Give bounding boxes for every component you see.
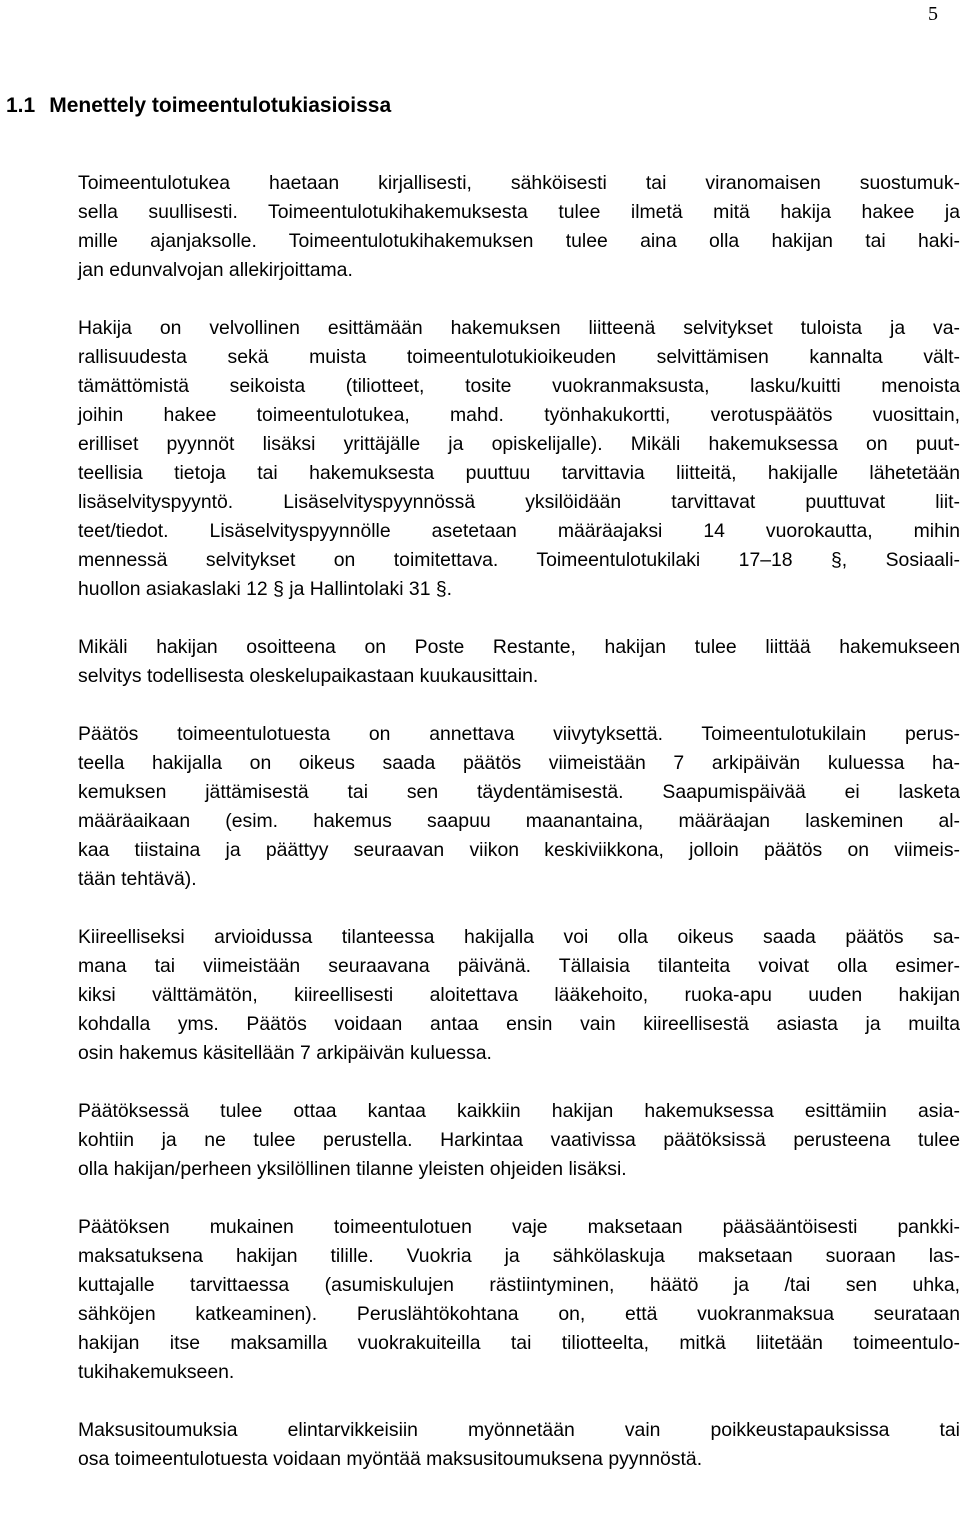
text-line: mille ajanjaksolle. Toimeentulotukihakemuksen tulee aina olla hakijan tai haki- [78, 230, 960, 252]
text-line: määräaikaan (esim. hakemus saapuu maanantaina, määräajan laskeminen al- [78, 810, 960, 832]
text-line: sella suullisesti. Toimeentulotukihakemuksesta tulee ilmetä mitä hakija hakee ja [78, 201, 960, 223]
text-line: tämättömistä seikoista (tiliotteet, tosite vuokranmaksusta, lasku/kuitti menoista [78, 375, 960, 397]
text-line: Päätöksen mukainen toimeentulotuen vaje maksetaan pääsääntöisesti pankki- [78, 1216, 960, 1238]
section-number: 1.1 [6, 94, 36, 117]
paragraph [78, 923, 960, 1068]
text-line: teet/tiedot. Lisäselvityspyynnölle asetetaan määräajaksi 14 vuorokautta, mihin [78, 520, 960, 542]
paragraph [78, 1097, 960, 1184]
text-line: kemuksen jättämisestä tai sen täydentämisestä. Saapumispäivää ei lasketa [78, 781, 960, 803]
text-line: maksatuksena hakijan tilille. Vuokria ja sähkölaskuja maksetaan suoraan las- [78, 1245, 960, 1267]
text-line: hakijan itse maksamilla vuokrakuiteilla tai tiliotteelta, mitkä liitetään toimeentulo- [78, 1332, 960, 1354]
text-line: kaa tiistaina ja päättyy seuraavan viikon keskiviikkona, jolloin päätös on viimeis- [78, 839, 960, 861]
text-line: Hakija on velvollinen esittämään hakemuksen liitteenä selvitykset tuloista ja va- [78, 317, 960, 339]
paragraph [78, 314, 960, 604]
body-text [78, 169, 960, 1474]
text-line: kiksi välttämätön, kiireellisesti aloitettava lääkehoito, ruoka-apu uuden hakijan [78, 984, 960, 1006]
text-line: Päätöksessä tulee ottaa kantaa kaikkiin hakijan hakemuksessa esittämiin asia- [78, 1100, 960, 1122]
text-line: jan edunvalvojan allekirjoittama. [78, 259, 353, 281]
text-line: tukihakemukseen. [78, 1361, 235, 1383]
text-line: huollon asiakaslaki 12 § ja Hallintolaki 31 §. [78, 578, 453, 600]
text-line: teella hakijalla on oikeus saada päätös viimeistään 7 arkipäivän kuluessa ha- [78, 752, 960, 774]
paragraph [78, 633, 960, 691]
text-line: mana tai viimeistään seuraavana päivänä. Tällaisia tilanteita voivat olla esimer- [78, 955, 960, 977]
text-line: olla hakijan/perheen yksilöllinen tilanne yleisten ohjeiden lisäksi. [78, 1158, 627, 1180]
text-line: teellisia tietoja tai hakemuksesta puuttuu tarvittavia liitteitä, hakijalle lähetetään [78, 462, 960, 484]
text-line: erilliset pyynnöt lisäksi yrittäjälle ja opiskelijalle). Mikäli hakemuksessa on puut- [78, 433, 960, 455]
text-line: kuttajalle tarvittaessa (asumiskulujen rästiintyminen, häätö ja /tai sen uhka, [78, 1274, 960, 1296]
paragraph [78, 1416, 960, 1474]
text-line: Mikäli hakijan osoitteena on Poste Restante, hakijan tulee liittää hakemukseen [78, 636, 960, 658]
text-line: tään tehtävä). [78, 868, 197, 890]
text-line: joihin hakee toimeentulotukea, mahd. työnhakukortti, verotuspäätös vuosittain, [78, 404, 960, 426]
text-line: Maksusitoumuksia elintarvikkeisiin myönnetään vain poikkeustapauksissa tai [78, 1419, 960, 1441]
text-line: kohdalla yms. Päätös voidaan antaa ensin vain kiireellisestä asiasta ja muilta [78, 1013, 960, 1035]
text-line: rallisuudesta sekä muista toimeentulotukioikeuden selvittämisen kannalta vält- [78, 346, 960, 368]
text-line: Päätös toimeentulotuesta on annettava viivytyksettä. Toimeentulotukilain perus- [78, 723, 960, 745]
paragraph [78, 720, 960, 894]
text-line: mennessä selvitykset on toimitettava. Toimeentulotukilaki 17–18 §, Sosiaali- [78, 549, 960, 571]
paragraph [78, 1213, 960, 1387]
text-line: kohtiin ja ne tulee perustella. Harkintaa vaativissa päätöksissä perusteena tulee [78, 1129, 960, 1151]
page-number: 5 [928, 3, 938, 25]
text-line: osin hakemus käsitellään 7 arkipäivän kuluessa. [78, 1042, 492, 1064]
paragraph [78, 169, 960, 285]
text-line: Toimeentulotukea haetaan kirjallisesti, sähköisesti tai viranomaisen suostumuk- [78, 172, 960, 194]
text-line: sähköjen katkeaminen). Peruslähtökohtana on, että vuokranmaksua seurataan [78, 1303, 960, 1325]
text-line: osa toimeentulotuesta voidaan myöntää maksusitoumuksena pyynnöstä. [78, 1448, 703, 1470]
text-line: lisäselvityspyyntö. Lisäselvityspyynnössä yksilöidään tarvittavat puuttuvat liit- [78, 491, 960, 513]
section-heading [6, 92, 391, 120]
section-title: Menettely toimeentulotukiasioissa [49, 94, 392, 117]
text-line: Kiireelliseksi arvioidussa tilanteessa hakijalla voi olla oikeus saada päätös sa- [78, 926, 960, 948]
text-line: selvitys todellisesta oleskelupaikastaan kuukausittain. [78, 665, 539, 687]
